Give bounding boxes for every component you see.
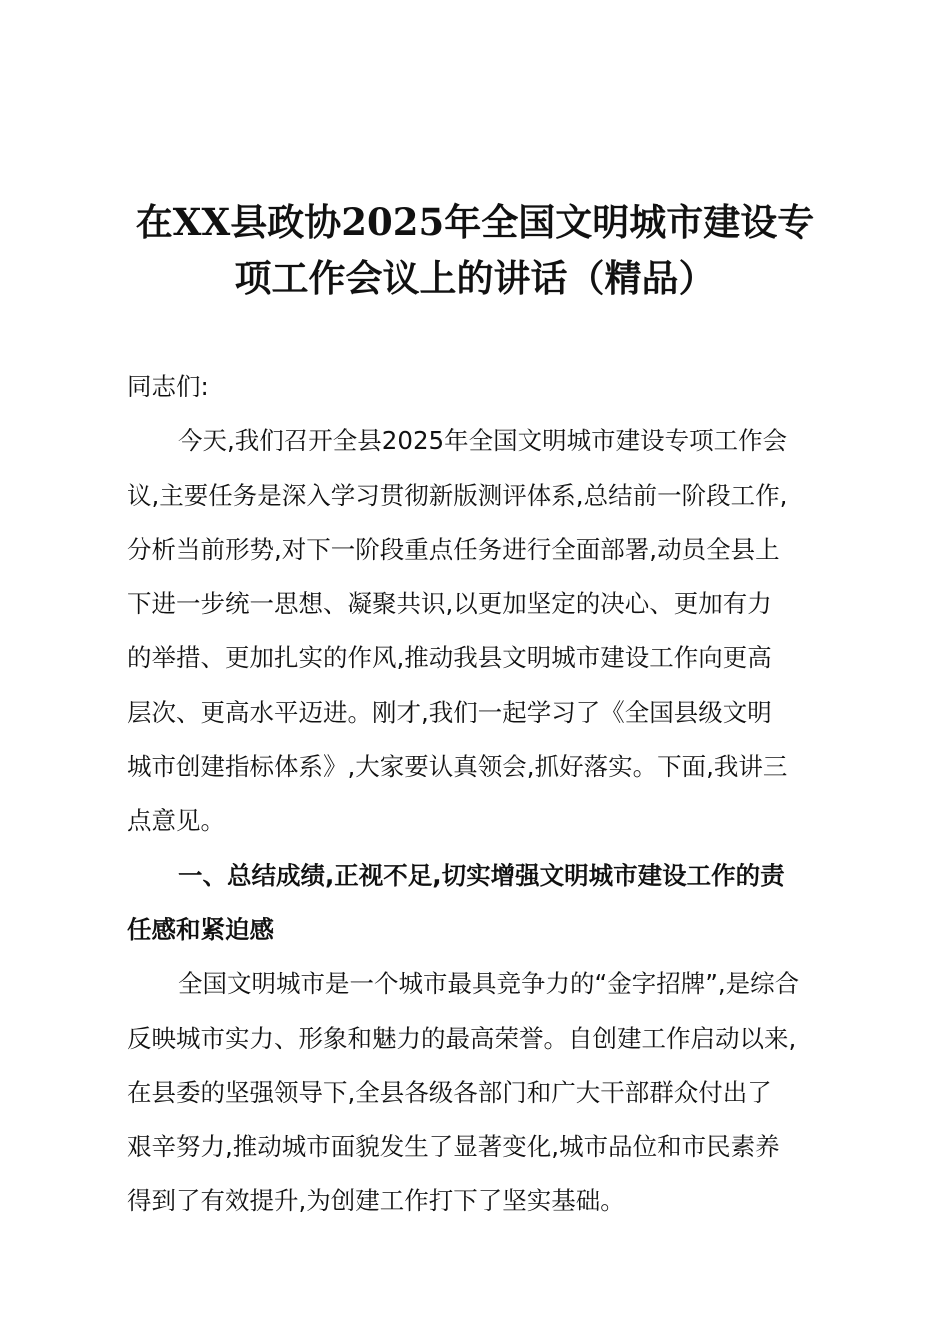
paragraph-line: 议,主要任务是深入学习贯彻新版测评体系,总结前一阶段工作,	[127, 480, 788, 510]
salutation-line: 同志们:	[127, 372, 209, 401]
paragraph-line: 下进一步统一思想、凝聚共识,以更加坚定的决心、更加有力	[127, 589, 772, 619]
paragraph-intro	[127, 414, 827, 848]
document-body	[127, 360, 827, 1229]
heading-line: 一、总结成绩,正视不足,切实增强文明城市建设工作的责	[178, 860, 785, 890]
paragraph-line: 反映城市实力、形象和魅力的最高荣誉。自创建工作启动以来,	[127, 1023, 797, 1053]
paragraph-line: 点意见。	[127, 806, 225, 836]
paragraph-line: 今天,我们召开全县2025年全国文明城市建设专项工作会	[178, 426, 788, 456]
paragraph-line: 得到了有效提升,为创建工作打下了坚实基础。	[127, 1186, 625, 1216]
paragraph-line: 层次、更高水平迈进。刚才,我们一起学习了《全国县级文明	[127, 697, 772, 727]
paragraph-line: 城市创建指标体系》,大家要认真领会,抓好落实。下面,我讲三	[127, 752, 788, 782]
paragraph-line: 全国文明城市是一个城市最具竞争力的“金字招牌”,是综合	[178, 969, 800, 999]
paragraph-achievements	[127, 957, 827, 1228]
paragraph-line: 的举措、更加扎实的作风,推动我县文明城市建设工作向更高	[127, 643, 772, 673]
document-title	[110, 194, 840, 306]
paragraph-line: 艰辛努力,推动城市面貌发生了显著变化,城市品位和市民素养	[127, 1132, 780, 1162]
paragraph-line: 分析当前形势,对下一阶段重点任务进行全面部署,动员全县上	[127, 534, 780, 564]
section-heading-1	[127, 849, 827, 958]
title-line: 项工作会议上的讲话（精品）	[234, 256, 716, 300]
title-line: 在XX县政协2025年全国文明城市建设专	[135, 200, 815, 244]
salutation	[127, 360, 827, 414]
paragraph-line: 在县委的坚强领导下,全县各级各部门和广大干部群众付出了	[127, 1077, 772, 1107]
heading-line: 任感和紧迫感	[127, 914, 274, 944]
